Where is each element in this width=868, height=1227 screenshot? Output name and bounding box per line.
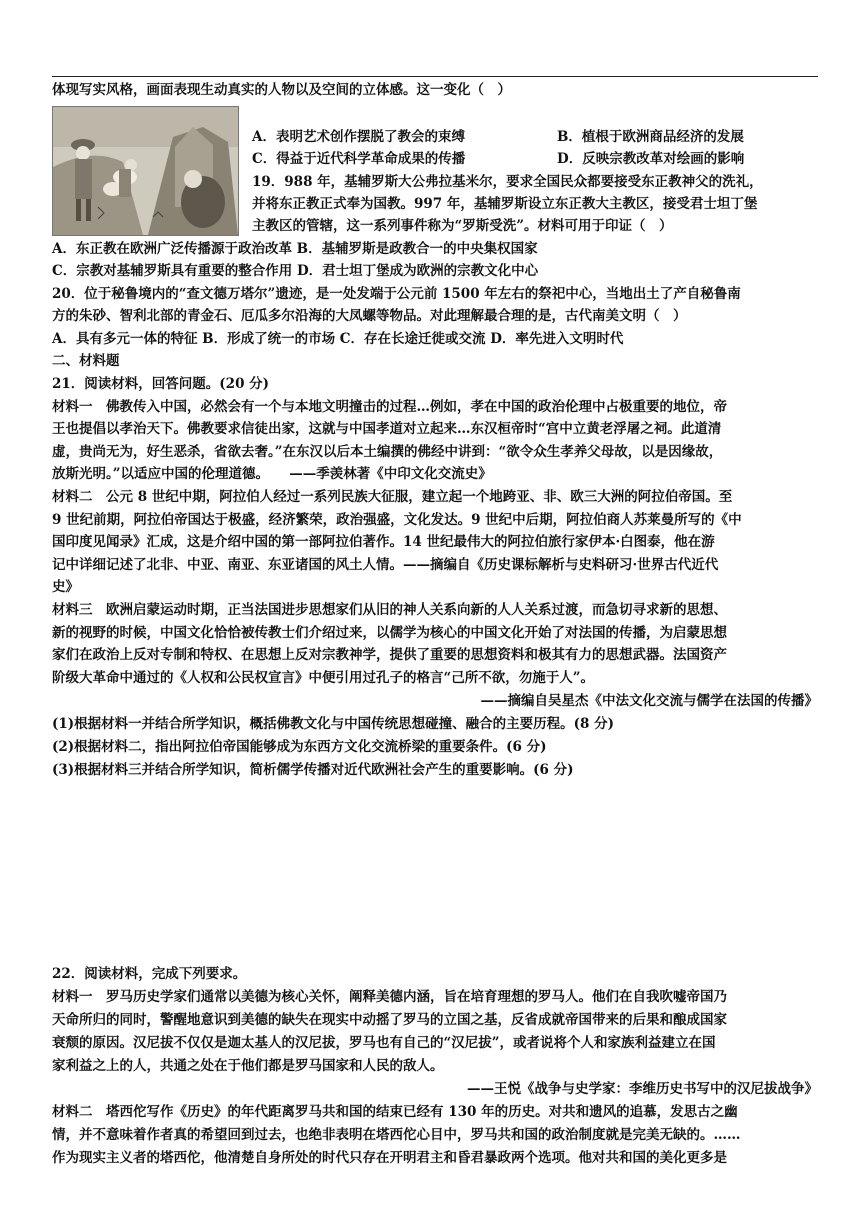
section-heading: 二、材料题 — [52, 353, 120, 369]
q18-option-a[interactable]: A．表明艺术创作摆脱了教会的束缚 — [252, 129, 465, 145]
q21-material-2-line: 记中详细记述了北非、中亚、南亚、东亚诸国的风土人情。——摘编自《历史课标解析与史料研习·世界古代近代 — [52, 557, 719, 573]
q21-subquestion-2: (2)根据材料二，指出阿拉伯帝国能够成为东西方文化交流桥梁的重要条件。(6 分) — [52, 739, 547, 755]
painting-illustration — [53, 107, 238, 235]
q21-heading: 21．阅读材料，回答问题。(20 分) — [52, 376, 270, 392]
q21-subquestion-1: (1)根据材料一并结合所学知识，概括佛教文化与中国传统思想碰撞、融合的主要历程。(8 分) — [52, 716, 615, 732]
q22-material-1-line: 天命所归的同时，警醒地意识到美德的缺失在现实中动摇了罗马的立国之基，反省成就帝国带来的后果和酿成国家 — [52, 1012, 727, 1028]
q18-option-c[interactable]: C．得益于近代科学革命成果的传播 — [252, 151, 466, 167]
q22-material-2-line: 情，并不意味着作者真的希望回到过去，也绝非表明在塔西佗心目中，罗马共和国的政治制度就是完美无缺的。…… — [52, 1127, 741, 1143]
q18-stem-tail: 体现写实风格，画面表现生动真实的人物以及空间的立体感。这一变化（ ） — [52, 82, 511, 98]
q19-line-3: 主教区的管辖，这一系列事件称为“罗斯受洗”。材料可用于印证（ ） — [252, 218, 673, 234]
q21-material-2-line: 9 世纪前期，阿拉伯帝国达于极盛，经济繁荣，政治强盛，文化发达。9 世纪中后期，阿拉伯商人苏莱曼所写的《中 — [52, 512, 742, 528]
q21-material-2-line: 国印度见闻录》汇成，这是介绍中国的第一部阿拉伯著作。14 世纪最伟大的阿拉伯旅行家伊本·白图泰，他在游 — [52, 534, 715, 550]
q21-material-1-line: 虚，贵尚无为，好生恶杀，省欲去奢。”在东汉以后本土编撰的佛经中讲到：“欲令众生孝养父母故，以是因缘故， — [52, 444, 723, 460]
q22-material-1-source: ——王悦《战争与史学家：李维历史书写中的汉尼拔战争》 — [467, 1081, 818, 1097]
q21-material-1-line: 放斯光明。”以适应中国的伦理道德。 ——季羡林著《中印文化交流史》 — [52, 466, 492, 482]
q21-material-2-line: 材料二 公元 8 世纪中期，阿拉伯人经过一系列民族大征服，建立起一个地跨亚、非、欧三大洲的阿拉伯帝国。至 — [52, 489, 733, 505]
q19-options-cd[interactable]: C．宗教对基辅罗斯具有重要的整合作用 D．君士坦丁堡成为欧洲的宗教文化中心 — [52, 263, 539, 279]
q21-material-3-line: 材料三 欧洲启蒙运动时期，正当法国进步思想家们从旧的神人关系向新的人人关系过渡，而急切寻求新的思想、 — [52, 602, 727, 618]
q19-options-ab[interactable]: A．东正教在欧洲广泛传播源于政治改革 B．基辅罗斯是政教合一的中央集权国家 — [52, 241, 538, 257]
q19-line-2: 并将东正教正式奉为国教。997 年，基辅罗斯设立东正教大主教区，接受君士坦丁堡 — [252, 196, 758, 212]
q19-line-1: 19．988 年，基辅罗斯大公弗拉基米尔，要求全国民众都要接受东正教神父的洗礼， — [252, 174, 763, 190]
q21-material-1-line: 材料一 佛教传入中国，必然会有一个与本地文明撞击的过程…例如，孝在中国的政治伦理中占极重要的地位，帝 — [52, 399, 727, 415]
q18-option-d[interactable]: D．反映宗教改革对绘画的影响 — [557, 151, 745, 167]
q22-heading: 22．阅读材料，完成下列要求。 — [52, 966, 247, 982]
q18-option-b[interactable]: B．植根于欧洲商品经济的发展 — [557, 129, 744, 145]
q22-material-1-line: 材料一 罗马历史学家们通常以美德为核心关怀，阐释美德内涵，旨在培育理想的罗马人。他们在自我吹嘘帝国乃 — [52, 989, 727, 1005]
q21-material-3-source: ——摘编自吴星杰《中法文化交流与儒学在法国的传播》 — [480, 693, 818, 709]
q21-material-3-line: 阶级大革命中通过的《人权和公民权宣言》中便引用过孔子的格言“己所不欲，勿施于人”。 — [52, 670, 595, 686]
q20-options[interactable]: A．具有多元一体的特征 B．形成了统一的市场 C．存在长途迁徙或交流 D．率先进入文明时代 — [52, 331, 624, 347]
q20-line-1: 20．位于秘鲁境内的“查文德万塔尔”遗迹，是一处发端于公元前 1500 年左右的祭祀中心，当地出土了产自秘鲁南 — [52, 286, 741, 302]
q21-subquestion-3: (3)根据材料三并结合所学知识，简析儒学传播对近代欧洲社会产生的重要影响。(6 分) — [52, 762, 574, 778]
q21-material-3-line: 新的视野的时候，中国文化恰恰被传教士们介绍过来，以儒学为核心的中国文化开始了对法国的传播，为启蒙思想 — [52, 625, 727, 641]
giotto-painting-image — [52, 106, 239, 236]
q22-material-1-line: 家利益之上的人，共通之处在于他们都是罗马国家和人民的敌人。 — [52, 1058, 444, 1074]
q21-material-2-line: 史》 — [52, 579, 79, 595]
q22-material-2-line: 材料二 塔西佗写作《历史》的年代距离罗马共和国的结束已经有 130 年的历史。对共和遗风的追慕，发思古之幽 — [52, 1104, 738, 1120]
q21-material-3-line: 家们在政治上反对专制和特权、在思想上反对宗教神学，提供了重要的思想资料和极其有力的思想武器。法国资产 — [52, 647, 727, 663]
q22-material-1-line: 衰颓的原因。汉尼拔不仅仅是迦太基人的汉尼拔，罗马也有自己的“汉尼拔”，或者说将个人和家族利益建立在国 — [52, 1035, 716, 1051]
top-rule — [52, 76, 818, 77]
q21-material-1-line: 王也提倡以孝治天下。佛教要求信徒出家，这就与中国孝道对立起来…东汉桓帝时“宫中立黄老浮屠之祠。此道清 — [52, 421, 722, 437]
q22-material-2-line: 作为现实主义者的塔西佗，他清楚自身所处的时代只存在开明君主和昏君暴政两个选项。他对共和国的美化更多是 — [52, 1150, 727, 1166]
q20-line-2: 方的朱砂、智利北部的青金石、厄瓜多尔沿海的大凤螺等物品。对此理解最合理的是，古代南美文明（ ） — [52, 308, 687, 324]
